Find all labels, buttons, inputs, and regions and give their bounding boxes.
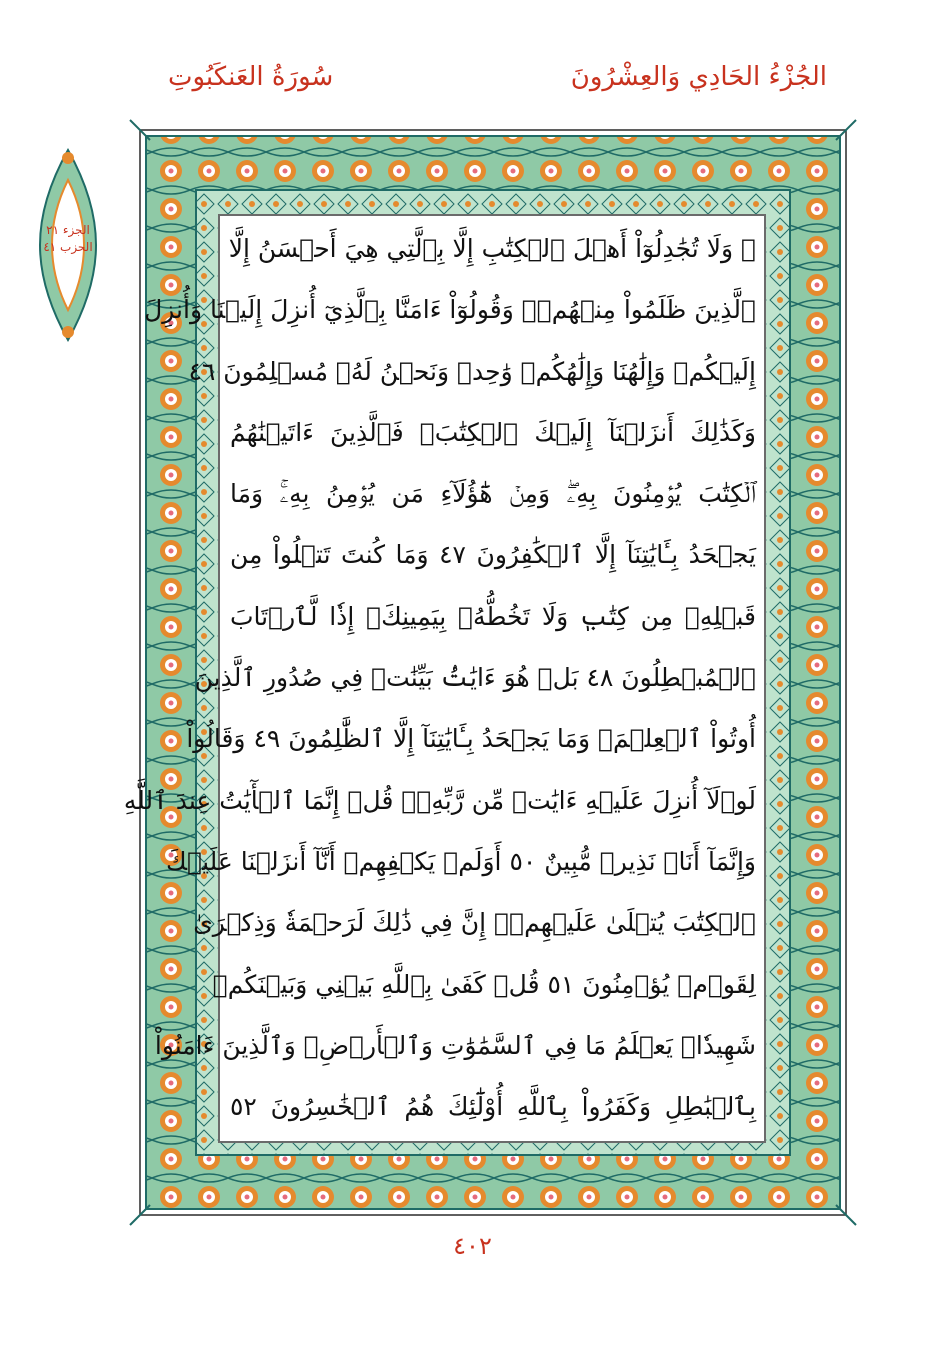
hizb-marker-text [33, 222, 103, 256]
verse-line: لِقَوۡمٖ يُؤۡمِنُونَ ٥١ قُلۡ كَفَىٰ بِٱللَّهِ بَيۡنِي وَبَيۡنَكُمۡ [212, 969, 756, 999]
juz-label: الجزء ٢١ [46, 223, 90, 237]
verse-line: ٱلۡمُبۡطِلُونَ ٤٨ بَلۡ هُوَ ءَايَٰتُۢ بَيِّنَٰتٞ فِي صُدُورِ ٱلَّذِينَ [194, 663, 756, 693]
hizb-label: الحزب ٤١ [43, 240, 93, 254]
verse-line: يَجۡحَدُ بِـَٔايَٰتِنَآ إِلَّا ٱلۡكَٰفِرُونَ ٤٧ وَمَا كُنتَ تَتۡلُواْ مِن [230, 540, 756, 570]
verse-line: لَوۡلَآ أُنزِلَ عَلَيۡهِ ءَايَٰتٞ مِّن رَّبِّهِۦۚ قُلۡ إِنَّمَا ٱلۡأٓيَٰتُ عِندَ ٱللَّهِ [123, 785, 756, 815]
verse-line: وَكَذَٰلِكَ أَنزَلۡنَآ إِلَيۡكَ ٱلۡكِتَٰبَۚ فَٱلَّذِينَ ءَاتَيۡنَٰهُمُ [230, 417, 756, 447]
juz-title: الجُزْءُ الحَادِي وَالعِشْرُونَ [570, 62, 827, 92]
verse-line: ٱلۡكِتَٰبَ يُتۡلَىٰ عَلَيۡهِمۡۚ إِنَّ فِي ذَٰلِكَ لَرَحۡمَةٗ وَذِكۡرَىٰ [193, 908, 756, 938]
verse-line: إِلَيۡكُمۡ وَإِلَٰهُنَا وَإِلَٰهُكُمۡ وَٰحِدٞ وَنَحۡنُ لَهُۥ مُسۡلِمُونَ ٤٦ [188, 356, 756, 386]
verse-line: شَهِيدٗاۖ يَعۡلَمُ مَا فِي ٱلسَّمَٰوَٰتِ وَٱلۡأَرۡضِۗ وَٱلَّذِينَ ءَامَنُواْ [154, 1030, 756, 1060]
verse-line: ۞ وَلَا تُجَٰدِلُوٓاْ أَهۡلَ ٱلۡكِتَٰبِ إِلَّا بِٱلَّتِي هِيَ أَحۡسَنُ إِلَّا [228, 234, 756, 263]
verse-lines [123, 218, 756, 1138]
verse-line: أُوتُواْ ٱلۡعِلۡمَۚ وَمَا يَجۡحَدُ بِـَٔايَٰتِنَآ إِلَّا ٱلظَّٰلِمُونَ ٤٩ وَقَالُواْ [186, 724, 756, 754]
verse-line: ٱلۡكِتَٰبَ يُؤۡمِنُونَ بِهِۦۖ وَمِنۡ هَٰٓؤُلَآءِ مَن يُؤۡمِنُ بِهِۦۚ وَمَا [230, 479, 756, 509]
verse-line: قَبۡلِهِۦ مِن كِتَٰبٖ وَلَا تَخُطُّهُۥ بِيَمِينِكَۖ إِذٗا لَّٱرۡتَابَ [230, 601, 756, 631]
verse-line: ٱلَّذِينَ ظَلَمُواْ مِنۡهُمۡۖ وَقُولُوٓاْ ءَامَنَّا بِٱلَّذِيٓ أُنزِلَ إِلَيۡنَا وَأُنزِلَ [144, 295, 756, 325]
verse-line: وَإِنَّمَآ أَنَا۠ نَذِيرٞ مُّبِينٌ ٥٠ أَوَلَمۡ يَكۡفِهِمۡ أَنَّآ أَنزَلۡنَا عَلَيۡكَ [166, 846, 756, 876]
page-number: ٤٠٢ [453, 1232, 492, 1260]
verse-line: بِٱلۡبَٰطِلِ وَكَفَرُواْ بِٱللَّهِ أُوْلَٰٓئِكَ هُمُ ٱلۡخَٰسِرُونَ ٥٢ [230, 1092, 756, 1122]
surah-title: سُورَةُ العَنكَبُوتِ [168, 62, 334, 92]
